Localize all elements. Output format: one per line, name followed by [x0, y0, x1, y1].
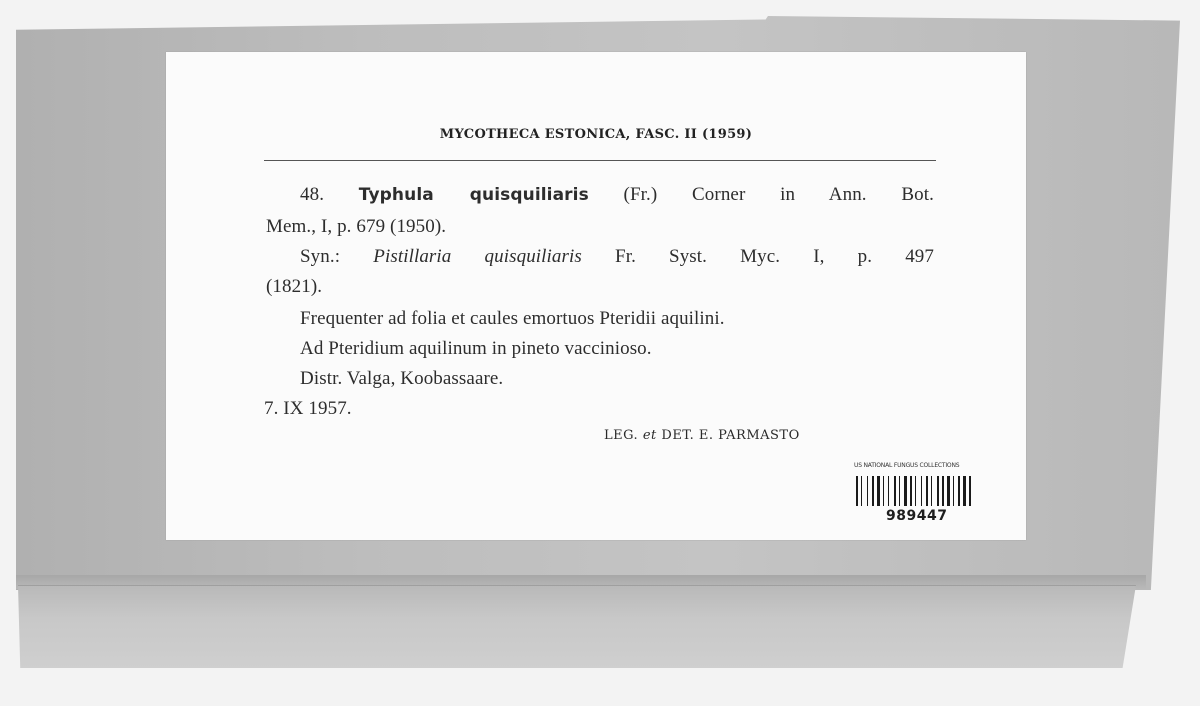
synonym-year: (1821). [266, 276, 323, 297]
barcode-number: 989447 [886, 508, 948, 524]
entry-line-1 [300, 182, 934, 208]
heading-rule [264, 160, 936, 161]
synonym-line [300, 244, 934, 270]
habitat-line-1: Frequenter ad folia et caules emortuos Pteridii aquilini. [300, 308, 725, 329]
barcode-block [852, 462, 1002, 530]
taxon-authority: (Fr.) Corner in Ann. Bot. [623, 184, 934, 205]
locality: Distr. Valga, Koobassaare. [300, 368, 504, 389]
citation-continuation: Mem., I, p. 679 (1950). [266, 216, 447, 237]
packet-flap [18, 585, 1136, 668]
entry-number: 48. [300, 184, 325, 205]
label-heading: MYCOTHECA ESTONICA, FASC. II (1959) [439, 127, 753, 142]
synonym-label: Syn.: [300, 246, 341, 267]
det-label: DET. E. PARMASTO [661, 428, 800, 443]
habitat-line-2: Ad Pteridium aquilinum in pineto vaccinioso. [300, 338, 652, 359]
synonym-citation: Fr. Syst. Myc. I, p. 497 [615, 246, 934, 267]
collector-line [604, 428, 800, 443]
barcode-icon [856, 476, 992, 506]
leg-label: LEG. [604, 428, 639, 443]
collection-date: 7. IX 1957. [264, 398, 352, 419]
synonym-taxon: Pistillaria quisquiliaris [373, 246, 582, 267]
herbarium-label [166, 52, 1026, 540]
barcode-caption: US NATIONAL FUNGUS COLLECTIONS [854, 462, 960, 469]
et-label: et [642, 428, 657, 443]
taxon-name: Typhula quisquiliaris [358, 185, 589, 205]
